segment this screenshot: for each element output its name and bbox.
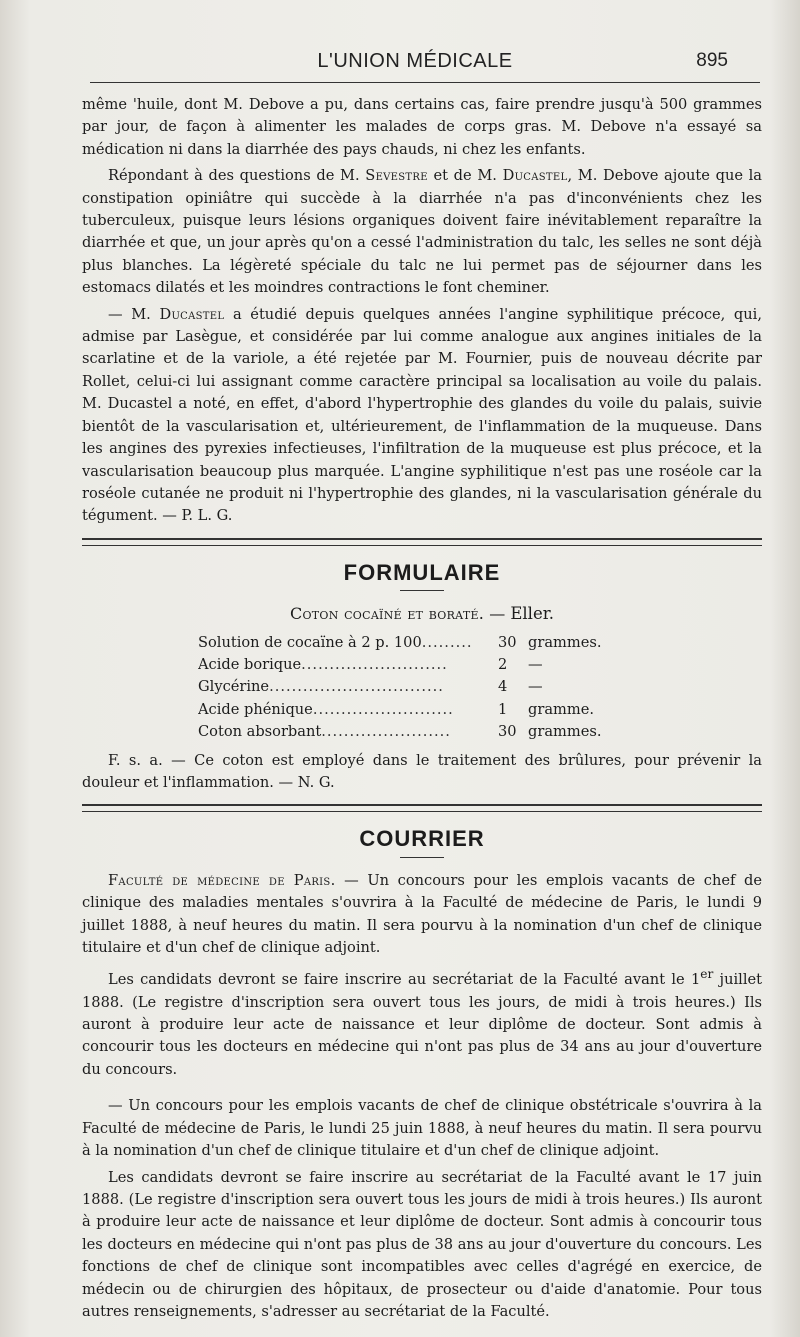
ingredient-cell (198, 654, 498, 676)
text-run: Les candidats devront se faire inscrire au secrétariat de la Faculté avant le 1 (108, 971, 701, 989)
ingredient-row (198, 676, 648, 698)
ingredient-quantity: 1 (498, 700, 508, 718)
person-name: Ducastel (159, 305, 225, 323)
courrier-paragraph-3: — Un concours pour les emplois vacants de chef de clinique obstétricale s'ouvrira à la Faculté de médecine de Paris, le lundi 25 juin 1888, à neuf heures du matin. Il sera pourvu à la nomination d'un chef de clinique titulaire et d'un chef de clinique adjoint. (82, 1097, 762, 1160)
intro-paragraph-2 (82, 165, 762, 299)
ingredient-unit: grammes. (528, 723, 602, 741)
ingredient-name: Solution de cocaïne à 2 p. 100 (198, 633, 422, 651)
section-divider (82, 538, 762, 546)
ingredient-quantity: 2 (498, 655, 508, 673)
text-run: a étudié depuis quelques années l'angine syphilitique précoce, qui, admise par Lasègue, et considérée par lui comme analogue aux angines initiales de la scarlatine et de la variole, a été rejetée par M. Fournier, puis de nouveau décrite par Rollet, celui-ci lui assignant comme caractère principal sa localisation au voile du palais. M. Ducastel a noté, en effet, d'abord l'hypertrophie des glandes du voile du palais, suivie bientôt de la vascularisation et, ultérieurement, de l'inflammation de la muqueuse. Dans les angines des pyrexies infectieuses, l'infiltration de la muqueuse est plus précoce, et la vascularisation beaucoup plus marquée. L'angine syphilitique n'est pas une roséole car la roséole cutanée ne produit ni l'hypertrophie des glandes, ni la vascularisation générale du tégument. — P. L. G. (82, 305, 762, 525)
ingredient-cell (198, 676, 498, 698)
ingredient-table (198, 632, 648, 744)
ingredient-quantity: 30 (498, 633, 517, 651)
announcement-lead: Faculté de médecine de Paris. (108, 871, 336, 889)
page-header (90, 46, 740, 76)
ingredient-quantity: 30 (498, 723, 517, 741)
ingredient-cell (198, 632, 498, 654)
ingredient-unit: gramme. (528, 700, 594, 718)
dot-leader: ............................... (269, 678, 444, 696)
recipe-name: Coton cocaïné et boraté. (289, 604, 485, 624)
text-run: , M. Debove ajoute que la constipation opiniâtre qui succède à la diarrhée n'a pas d'inconvénients chez les tuberculeux, puisque leurs lésions organiques doivent faire inévitablement reparaître la diarrhée et que, un jour après qu'on a cessé l'administration du talc, les selles ne sont déjà plus blanches. La légèreté spéciale du talc ne lui permet pas de séjourner dans les estomacs dilatés et les moindres contractions le font cheminer. (82, 167, 763, 297)
ingredient-name: Coton absorbant (198, 723, 322, 741)
courrier-paragraph-4: Les candidats devront se faire inscrire au secrétariat de la Faculté avant le 17 juin 1888. (Le registre d'inscription sera ouvert tous les jours de midi à trois heures.) Ils auront à produire leur acte de naissance et leur diplôme de docteur. Sont admis à concourir tous les docteurs en médecine qui n'ont pas plus de 38 ans au jour d'ouverture du concours. Les fonctions de chef de clinique sont incompatibles avec celles d'agrégé en exercice, de médecin ou de chirurgien des hôpitaux, de prosecteur ou d'aide d'anatomie. Pour tous autres renseignements, s'adresser au secrétariat de la Faculté. (82, 1168, 762, 1320)
text-run: — Un concours pour les emplois vacants de chef de clinique des maladies mentales s'ouvrira à la Faculté de médecine de Paris, le lundi 9 juillet 1888, à neuf heures du matin. Il sera pourvu à la nomination d'un chef de clinique titulaire et d'un chef de clinique adjoint. (82, 871, 762, 956)
page-number: 895 (696, 50, 728, 71)
intro-paragraph-3 (82, 304, 762, 528)
ingredient-row (198, 721, 648, 743)
dot-leader: .......................... (301, 655, 448, 673)
dot-leader: ......... (421, 633, 473, 651)
ingredient-quantity: 4 (498, 678, 508, 696)
running-title: L'UNION MÉDICALE (317, 50, 513, 72)
ingredient-name: Acide borique (198, 655, 302, 673)
ingredient-unit: — (528, 678, 543, 696)
ingredient-unit: — (528, 655, 543, 673)
person-name: Ducastel (502, 167, 568, 185)
ingredient-unit: grammes. (528, 633, 602, 651)
text-run: et de M. (427, 167, 503, 185)
ingredient-name: Glycérine (198, 678, 270, 696)
recipe-author: Eller. (510, 604, 555, 624)
title-underline (400, 857, 444, 858)
recipe-dash: — (484, 604, 511, 624)
section-divider (82, 804, 762, 812)
ingredient-cell (198, 721, 498, 743)
ingredient-row (198, 654, 648, 676)
courrier-title: COURRIER (359, 826, 485, 852)
ingredient-name: Acide phénique (198, 700, 313, 718)
text-run: Répondant à des questions de M. (108, 167, 366, 185)
ingredient-row (198, 699, 648, 721)
formulaire-note: F. s. a. — Ce coton est employé dans le traitement des brûlures, pour prévenir la douleur et l'inflammation. — N. G. (82, 751, 762, 791)
text-run: — M. (108, 305, 160, 323)
courrier-paragraph-2 (82, 963, 762, 1081)
dot-leader: ....................... (321, 723, 451, 741)
courrier-paragraph-1 (82, 870, 762, 960)
text-run: juillet 1888. (Le registre d'inscription sera ouvert tous les jours, de midi à trois heures.) Ils auront à produire leur acte de naissance et leur diplôme de docteur. Sont admis à concourir tous les docteurs en médecine qui n'ont pas plus de 34 ans au jour d'ouverture du concours. (82, 971, 762, 1078)
ingredient-cell (198, 699, 498, 721)
superscript: er (700, 967, 714, 982)
recipe-title (82, 603, 762, 625)
intro-paragraph-1: même 'huile, dont M. Debove a pu, dans certains cas, faire prendre jusqu'à 500 grammes par jour, de façon à alimenter les malades de corps gras. M. Debove n'a essayé sa médication ni dans la diarrhée des pays chauds, ni chez les enfants. (82, 96, 762, 158)
ingredient-row (198, 632, 648, 654)
page-body (82, 94, 762, 1323)
header-rule (90, 82, 760, 83)
person-name: Sevestre (365, 167, 428, 185)
formulaire-title: FORMULAIRE (343, 559, 501, 585)
title-underline (400, 590, 444, 591)
dot-leader: ......................... (312, 700, 454, 718)
